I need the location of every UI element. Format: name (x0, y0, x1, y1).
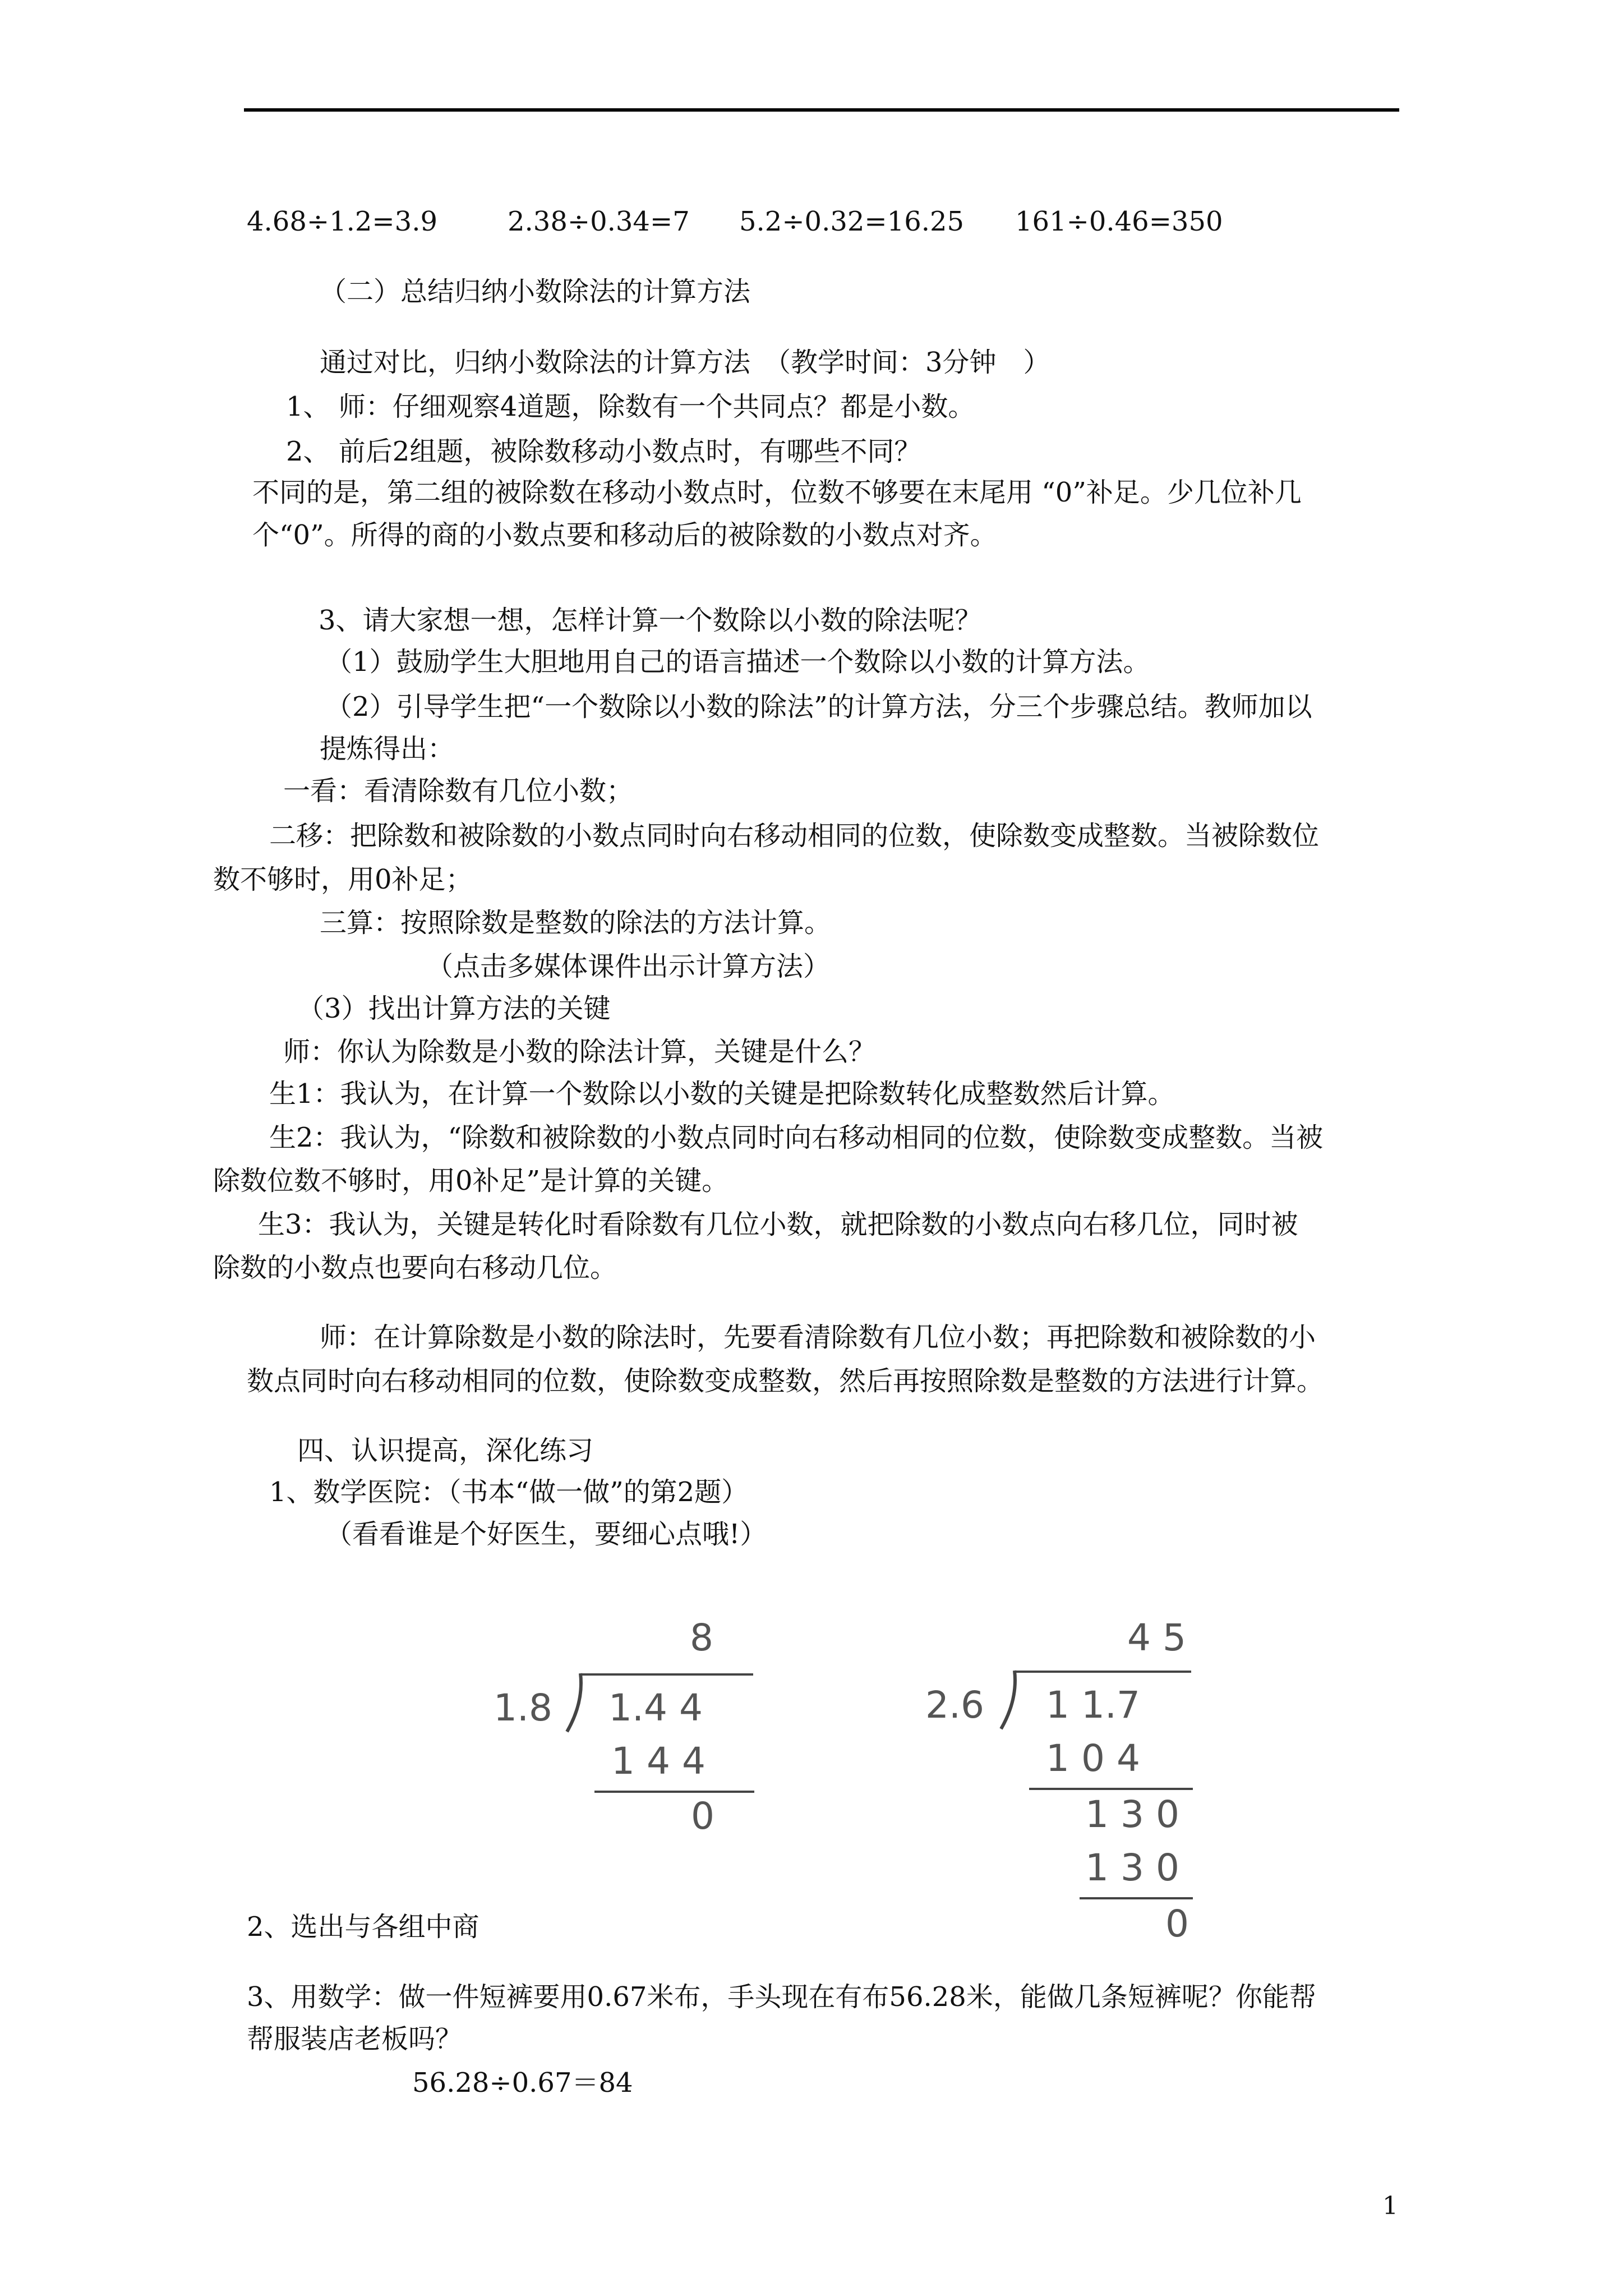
paragraph-line: 师：在计算除数是小数的除法时，先要看清除数有几位小数；再把除数和被除数的小 (320, 1322, 1316, 1353)
section-heading: （二）总结归纳小数除法的计算方法 (320, 276, 751, 307)
paragraph-line: 通过对比，归纳小数除法的计算方法 （教学时间：3分钟 ） (320, 347, 1050, 378)
paragraph-line: （1）鼓励学生大胆地用自己的语言描述一个数除以小数的计算方法。 (325, 646, 1150, 678)
equation-2: 2.38÷0.34=7 (508, 206, 690, 237)
paragraph-line: 2、选出与各组中商 (247, 1911, 479, 1943)
paragraph-line: 2、 前后2组题，被除数移动小数点时，有哪些不同？ (286, 436, 921, 467)
product: 1 0 4 (1046, 1737, 1140, 1780)
dividend: 1 1.7 (1046, 1683, 1140, 1727)
partial-dividend: 1 3 0 (1085, 1793, 1179, 1836)
paragraph-line: 生2：我认为，“除数和被除数的小数点同时向右移动相同的位数，使除数变成整数。当被 (269, 1122, 1324, 1153)
paragraph-line: 不同的是，第二组的被除数在移动小数点时，位数不够要在末尾用 “0”补足。少几位补几 (252, 477, 1302, 508)
product: 1 3 0 (1085, 1846, 1179, 1889)
paragraph-line: （看看谁是个好医生，要细心点哦!） (325, 1519, 767, 1550)
paragraph-line: 数点同时向右移动相同的位数，使除数变成整数，然后再按照除数是整数的方法进行计算。 (247, 1365, 1324, 1397)
paragraph-line: 一看：看清除数有几位小数； (283, 775, 634, 807)
header-rule (244, 108, 1399, 112)
paragraph-line: 除数位数不够时，用0补足”是计算的关键。 (213, 1165, 729, 1197)
paragraph-line: 除数的小数点也要向右移动几位。 (213, 1252, 617, 1283)
quotient: 8 (690, 1616, 713, 1659)
paragraph-line: 1、数学医院：（书本“做一做”的第2题） (269, 1476, 749, 1508)
paragraph-line: 提炼得出： (320, 733, 455, 765)
answer-equation: 56.28÷0.67＝84 (412, 2067, 633, 2099)
product: 1 4 4 (611, 1740, 706, 1783)
remainder: 0 (1165, 1902, 1189, 1945)
subtraction-line (594, 1791, 754, 1793)
division-bracket (999, 1671, 1020, 1732)
page-number: 1 (1382, 2192, 1398, 2220)
dividend: 1.4 4 (608, 1686, 703, 1729)
paragraph-line: 1、 师：仔细观察4道题，除数有一个共同点？都是小数。 (286, 391, 975, 422)
subtraction-line (1080, 1897, 1193, 1899)
paragraph-line: 个“0”。所得的商的小数点要和移动后的被除数的小数点对齐。 (252, 519, 997, 551)
paragraph-line: 3、用数学：做一件短裤要用0.67米布，手头现在有布56.28米，能做几条短裤呢？你能帮 (247, 1981, 1316, 2013)
paragraph-line: （点击多媒体课件出示计算方法） (426, 951, 831, 982)
subtraction-line (1029, 1788, 1193, 1790)
remainder: 0 (691, 1795, 714, 1838)
divisor: 1.8 (494, 1686, 552, 1729)
paragraph-line: 帮服装店老板吗？ (247, 2023, 463, 2055)
equation-3: 5.2÷0.32=16.25 (739, 206, 965, 237)
equation-4: 161÷0.46=350 (1015, 206, 1223, 237)
paragraph-line: （2）引导学生把“一个数除以小数的除法”的计算方法，分三个步骤总结。教师加以 (325, 691, 1312, 723)
paragraph-line: 二移：把除数和被除数的小数点同时向右移动相同的位数，使除数变成整数。当被除数位 (269, 820, 1320, 852)
division-bracket (565, 1673, 585, 1735)
division-bar (580, 1673, 753, 1676)
equation-1: 4.68÷1.2=3.9 (247, 206, 437, 237)
paragraph-line: （3）找出计算方法的关键 (297, 993, 611, 1024)
paragraph-line: 三算：按照除数是整数的除法的方法计算。 (320, 907, 832, 938)
paragraph-line: 3、请大家想一想，怎样计算一个数除以小数的除法呢？ (319, 605, 982, 636)
division-bar (1016, 1671, 1191, 1673)
divisor: 2.6 (925, 1683, 984, 1727)
paragraph-line: 师：你认为除数是小数的除法计算，关键是什么？ (283, 1036, 876, 1068)
quotient: 4 5 (1127, 1616, 1186, 1659)
paragraph-line: 生1：我认为，在计算一个数除以小数的关键是把除数转化成整数然后计算。 (269, 1078, 1175, 1110)
section-heading: 四、认识提高，深化练习 (297, 1435, 594, 1466)
paragraph-line: 数不够时，用0补足； (213, 864, 473, 895)
paragraph-line: 生3：我认为，关键是转化时看除数有几位小数，就把除数的小数点向右移几位，同时被 (258, 1209, 1298, 1240)
